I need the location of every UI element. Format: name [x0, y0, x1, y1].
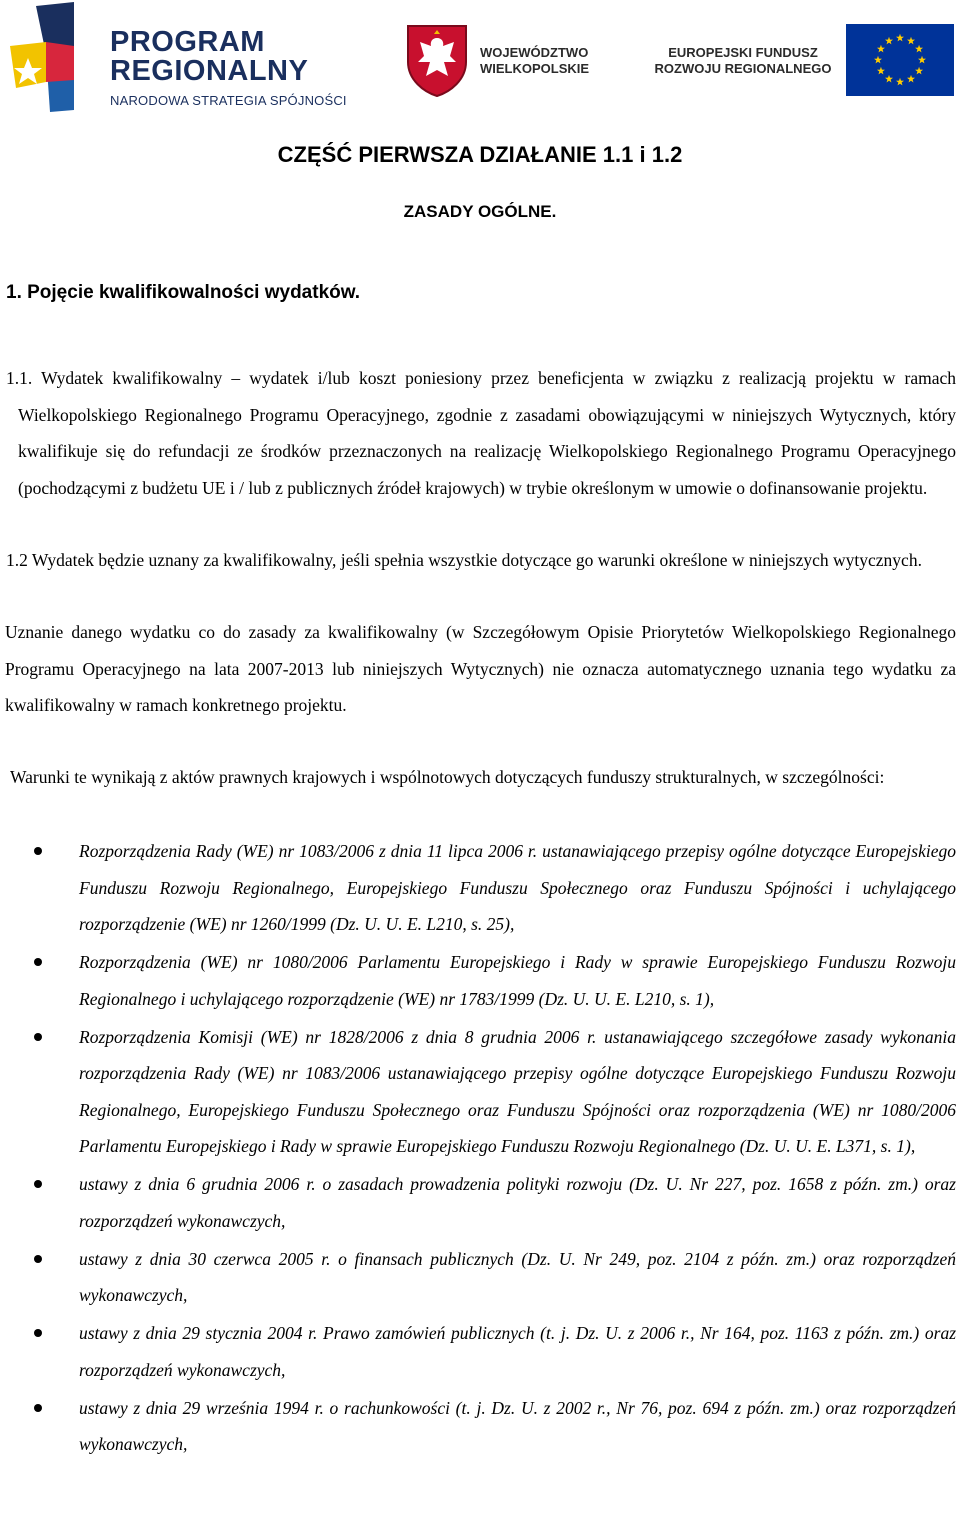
voivodeship-text: [480, 45, 589, 77]
paragraph-1-2: 1.2 Wydatek będzie uznany za kwalifikowalny, jeśli spełnia wszystkie dotyczące go warunki określone w niniejszych wytycznych.: [6, 550, 922, 570]
list-item: [0, 1390, 956, 1463]
voivodeship-coat-of-arms-icon: [404, 22, 470, 98]
list-item: [0, 1019, 956, 1165]
list-item-text: ustawy z dnia 29 stycznia 2004 r. Prawo zamówień publicznych (t. j. Dz. U. z 2006 r., Nr 164, poz. 1163 z późn. zm.) oraz rozporządzeń wykonawczych,: [79, 1323, 956, 1380]
bullet-icon: [34, 847, 42, 855]
list-item-text: Rozporządzenia Rady (WE) nr 1083/2006 z dnia 11 lipca 2006 r. ustanawiającego przepisy ogólne dotyczące Europejskiego Funduszu Rozwoju Regionalnego, Europejskiego Funduszu Społecznego oraz Funduszu Spójności i uchylającego rozporządzenie (WE) nr 1260/1999 (Dz. U. U. E. L210, s. 25),: [79, 841, 956, 934]
document-title: CZĘŚĆ PIERWSZA DZIAŁANIE 1.1 i 1.2: [277, 142, 683, 167]
paragraph-warunki: Warunki te wynikają z aktów prawnych krajowych i wspólnotowych dotyczących funduszy strukturalnych, w szczególności:: [10, 767, 885, 787]
document-subtitle: ZASADY OGÓLNE.: [403, 202, 557, 221]
list-item-text: ustawy z dnia 29 września 1994 r. o rachunkowości (t. j. Dz. U. z 2002 r., Nr 76, poz. 694 z późn. zm.) oraz rozporządzeń wykonawczych,: [79, 1397, 956, 1454]
list-item: [0, 1241, 956, 1314]
program-logo-text: [110, 28, 347, 108]
list-item: [0, 833, 956, 943]
program-regionalny-logo: [6, 2, 362, 112]
bullet-icon: [34, 958, 42, 966]
bullet-icon: [34, 1329, 42, 1337]
list-item: [0, 1315, 956, 1388]
fund-name: [648, 45, 838, 77]
list-item-text: ustawy z dnia 6 grudnia 2006 r. o zasadach prowadzenia polityki rozwoju (Dz. U. Nr 227, poz. 1658 z późn. zm.) oraz rozporządzeń wykonawczych,: [79, 1174, 956, 1231]
program-logo-line1: PROGRAM: [110, 26, 265, 58]
fund-line2: ROZWOJU REGIONALNEGO: [654, 61, 832, 76]
wielkopolskie-logo: [404, 22, 604, 98]
voivodeship-line2: WIELKOPOLSKIE: [480, 61, 590, 76]
eu-flag-icon: [846, 24, 954, 96]
voivodeship-line1: WOJEWÓDZTWO: [480, 45, 589, 60]
paragraph-uznanie: Uznanie danego wydatku co do zasady za kwalifikowalny (w Szczegółowym Opisie Priorytetów Wielkopolskiego Regionalnego Programu Operacyjnego na lata 2007-2013 lub niniejszych Wytycznych) nie oznacza automatycznego uznania tego wydatku za kwalifikowalny w ramach konkretnego projektu.: [5, 622, 956, 715]
bullet-icon: [34, 1404, 42, 1412]
list-item: [0, 1166, 956, 1239]
program-emblem-icon: [6, 2, 106, 112]
list-item-text: Rozporządzenia Komisji (WE) nr 1828/2006 z dnia 8 grudnia 2006 r. ustanawiającego szczegółowe zasady wykonania rozporządzenia Rady (WE) nr 1083/2006 ustanawiającego przepisy ogólne dotyczące Europejskiego Funduszu Rozwoju Regionalnego, Europejskiego Funduszu Społecznego oraz Funduszu Spójności oraz rozporządzenia (WE) nr 1080/2006 Parlamentu Europejskiego i Rady w sprawie Europejskiego Funduszu Rozwoju Regionalnego (Dz. U. U. E. L371, s. 1),: [79, 1026, 956, 1156]
list-item-text: Rozporządzenia (WE) nr 1080/2006 Parlamentu Europejskiego i Rady w sprawie Europejskiego Funduszu Rozwoju Regionalnego i uchylającego rozporządzenie (WE) nr 1783/1999 (Dz. U. U. E. L210, s. 1),: [79, 952, 956, 1009]
paragraph-1-1: 1.1. Wydatek kwalifikowalny – wydatek i/lub koszt poniesiony przez beneficjenta w związku z realizacją projektu w ramach Wielkopolskiego Regionalnego Programu Operacyjnego, zgodnie z zasadami obowiązującymi w niniejszych Wytycznych, który kwalifikuje się do refundacji ze środków przeznaczonych na realizację Wielkopolskiego Regionalnego Programu Operacyjnego (pochodzącymi z budżetu UE i / lub z publicznych źródeł krajowych) w trybie określonym w umowie o dofinansowanie projektu.: [6, 368, 956, 498]
bullet-icon: [34, 1255, 42, 1263]
section-heading: 1. Pojęcie kwalifikowalności wydatków.: [6, 282, 361, 303]
list-item: [0, 944, 956, 1017]
header-logos: [0, 0, 960, 120]
bullet-icon: [34, 1033, 42, 1041]
bullet-icon: [34, 1180, 42, 1188]
list-item-text: ustawy z dnia 30 czerwca 2005 r. o finansach publicznych (Dz. U. Nr 249, poz. 2104 z późn. zm.) oraz rozporządzeń wykonawczych,: [79, 1248, 956, 1305]
program-logo-line2: REGIONALNY: [110, 55, 309, 87]
fund-line1: EUROPEJSKI FUNDUSZ: [668, 45, 818, 60]
program-logo-tagline: NARODOWA STRATEGIA SPÓJNOŚCI: [110, 93, 347, 108]
legal-acts-list: [0, 833, 960, 1463]
